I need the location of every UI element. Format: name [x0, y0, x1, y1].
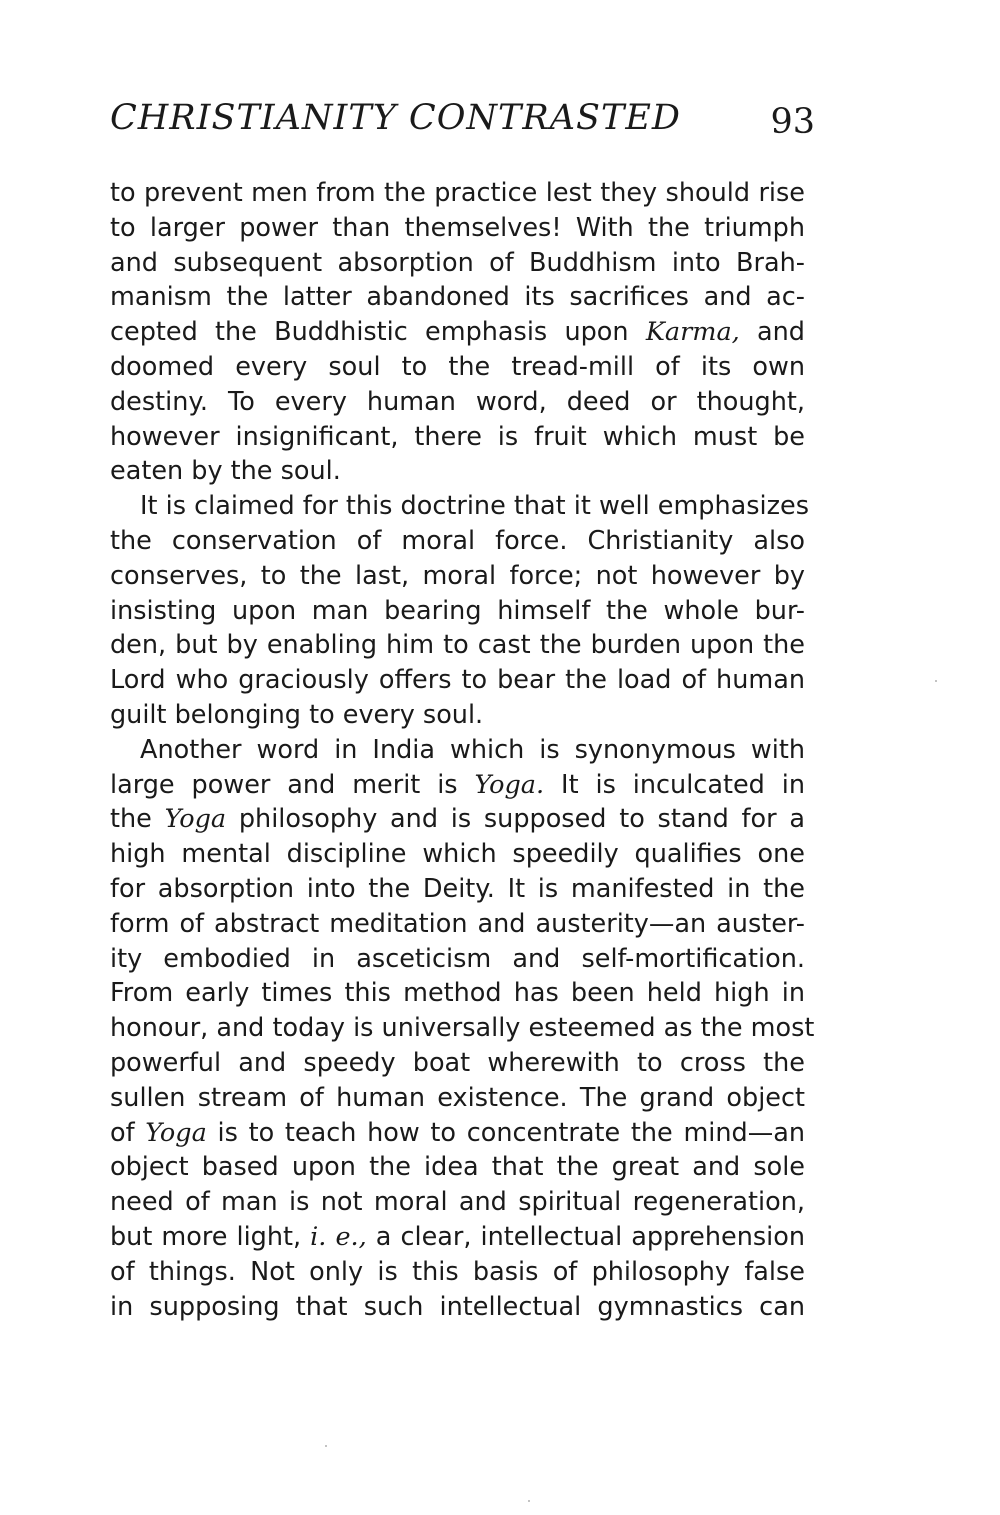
italic-word: Yoga. [474, 769, 545, 800]
text-line: sullen stream of human existence. The grand object [110, 1082, 805, 1113]
text-run: a clear, intellectual apprehension [366, 1221, 806, 1252]
text-line [110, 768, 805, 803]
text-line: Lord who graciously offers to bear the load of human [110, 665, 805, 696]
text-line: manism the latter abandoned its sacrifices and ac- [110, 282, 805, 313]
text-line: honour, and today is universally esteemed as the most [110, 1013, 815, 1044]
text-line: object based upon the idea that the great and sole [110, 1152, 805, 1183]
paragraph-start-line: It is claimed for this doctrine that it well emphasizes [140, 491, 810, 522]
text-line: of things. Not only is this basis of philosophy false [110, 1256, 805, 1287]
text-run: philosophy and is supposed to stand for a [226, 804, 805, 835]
text-line: need of man is not moral and spiritual regeneration, [110, 1187, 805, 1218]
text-line: den, but by enabling him to cast the burden upon the [110, 630, 805, 661]
text-line: powerful and speedy boat wherewith to cross the [110, 1047, 805, 1078]
text-line [110, 1220, 805, 1255]
text-run: is to teach how to concentrate the mind—an [206, 1117, 806, 1148]
text-line: however insignificant, there is fruit which must be [110, 421, 805, 452]
text-line: conserves, to the last, moral force; not however by [110, 560, 805, 591]
scan-speck [935, 680, 937, 682]
text-run: the [110, 804, 165, 835]
text-run: It is inculcated in [544, 769, 806, 800]
text-line: in supposing that such intellectual gymnastics can [110, 1291, 805, 1322]
scan-speck [528, 1500, 530, 1502]
text-line: doomed every soul to the tread-mill of its own [110, 351, 805, 382]
text-line: ity embodied in asceticism and self-mortification. [110, 943, 805, 974]
italic-word: Yoga [164, 804, 227, 835]
text-line [110, 315, 805, 350]
text-line [110, 802, 805, 837]
scan-speck [325, 1445, 327, 1447]
text-line: insisting upon man bearing himself the whole bur- [110, 595, 805, 626]
text-line: form of abstract meditation and austerity—an auster- [110, 908, 805, 939]
text-line: destiny. To every human word, deed or thought, [110, 386, 805, 417]
italic-word: Karma, [645, 317, 740, 348]
text-run: large power and merit is [110, 769, 475, 800]
running-head [110, 98, 815, 158]
text-run: and [739, 317, 805, 348]
paragraph-end-line: guilt belonging to every soul. [110, 699, 484, 730]
body-text [110, 176, 815, 1324]
text-line [110, 1116, 805, 1151]
text-run: of [110, 1117, 146, 1148]
text-run: but more light, [110, 1221, 311, 1252]
italic-word: i. e., [310, 1221, 367, 1252]
text-run: cepted the Buddhistic emphasis upon [110, 317, 646, 348]
paragraph-start-line: Another word in India which is synonymous with [140, 734, 805, 765]
running-head-title: CHRISTIANITY CONTRASTED [110, 98, 681, 138]
italic-word: Yoga [145, 1117, 207, 1148]
text-line: to prevent men from the practice lest they should rise [110, 178, 805, 208]
text-line: to larger power than themselves! With the triumph [110, 212, 805, 243]
page-number: 93 [770, 102, 815, 142]
text-line: for absorption into the Deity. It is manifested in the [110, 873, 805, 904]
text-line: high mental discipline which speedily qualifies one [110, 839, 805, 870]
text-line: the conservation of moral force. Christianity also [110, 525, 805, 556]
text-line: From early times this method has been held high in [110, 978, 805, 1009]
text-line: and subsequent absorption of Buddhism into Brah- [110, 247, 805, 278]
paragraph-end-line: eaten by the soul. [110, 456, 341, 487]
